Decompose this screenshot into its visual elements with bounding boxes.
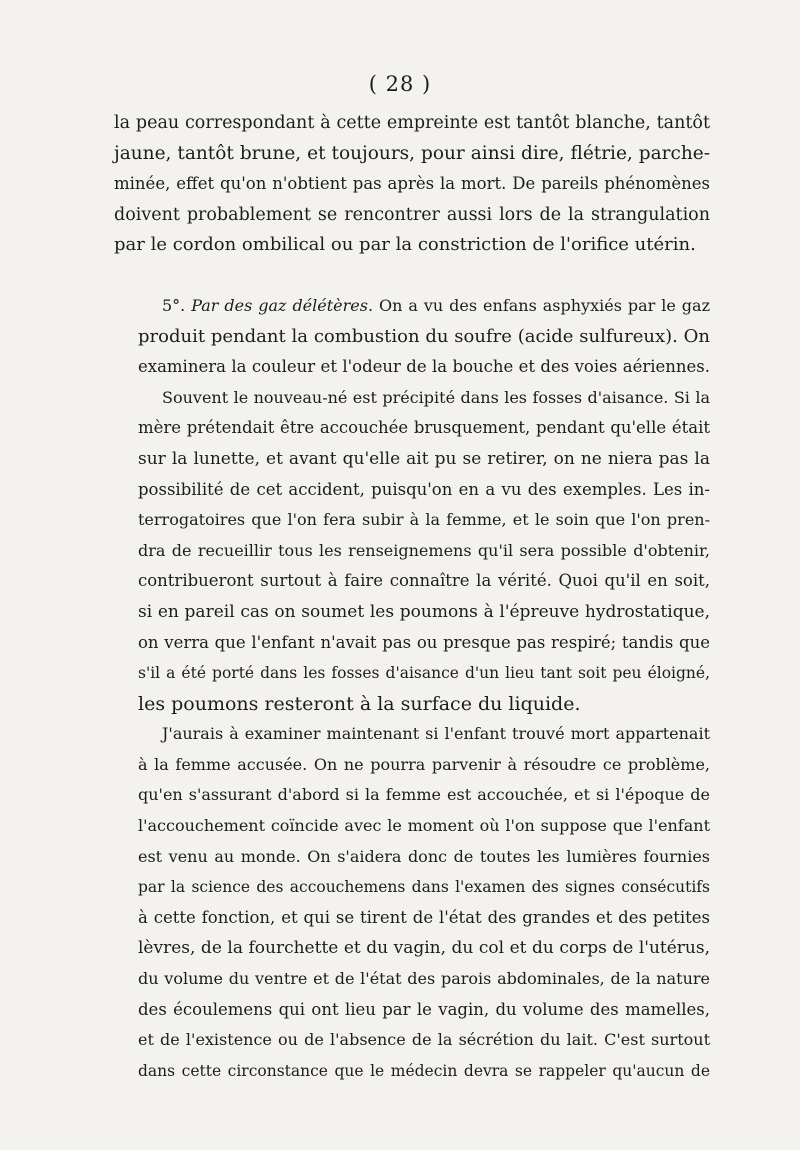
text-line (114, 291, 710, 322)
text-line: du volume du ventre et de l'état des parois abdominales, de la nature (138, 969, 710, 989)
text-line: sur la lunette, et avant qu'elle ait pu se retirer, on ne niera pas la (138, 448, 710, 469)
text-line: à la femme accusée. On ne pourra parvenir à résoudre ce problème, (138, 754, 710, 774)
text-line: produit pendant la combustion du soufre (acide sulfureux). On (138, 325, 710, 347)
text-line: doivent probablement se rencontrer aussi lors de la strangulation (114, 204, 710, 225)
text-line: Souvent le nouveau-né est précipité dans les fosses d'aisance. Si la (162, 387, 710, 407)
section-number: 5°. (162, 295, 186, 315)
text-line: la peau correspondant à cette empreinte est tantôt blanche, tantôt (114, 113, 710, 133)
page-number: ( 28 ) (368, 72, 432, 96)
text-line: est venu au monde. On s'aidera donc de toutes les lumières fournies (138, 846, 710, 866)
text-line: et de l'existence ou de l'absence de la sécrétion du lait. C'est surtout (138, 1030, 710, 1050)
text-line: minée, effet qu'on n'obtient pas après la mort. De pareils phénomènes (114, 174, 710, 194)
body-text (114, 108, 710, 1086)
text-line: qu'en s'assurant d'abord si la femme est accouchée, et si l'époque de (138, 785, 710, 805)
text-line: examinera la couleur et l'odeur de la bouche et des voies aériennes. (138, 357, 710, 377)
paragraph (114, 291, 710, 383)
text-line: des écoulemens qui ont lieu par le vagin, du volume des mamelles, (138, 999, 710, 1019)
text-line: jaune, tantôt brune, et toujours, pour ainsi dire, flétrie, parche- (114, 142, 710, 164)
text-line: dra de recueillir tous les renseignemens qu'il sera possible d'obtenir, (138, 540, 710, 560)
text-line: si en pareil cas on soumet les poumons à l'épreuve hydrostatique, (138, 601, 710, 622)
text-line: mère prétendait être accouchée brusquement, pendant qu'elle était (138, 418, 710, 438)
text-line: s'il a été porté dans les fosses d'aisance d'un lieu tant soit peu éloigné, (138, 664, 710, 683)
text-line: J'aurais à examiner maintenant si l'enfant trouvé mort appartenait (162, 724, 710, 744)
text-line: les poumons resteront à la surface du liquide. (138, 692, 581, 715)
text-line: terrogatoires que l'on fera subir à la femme, et le soin que l'on pren- (138, 510, 710, 530)
text-line: contribueront surtout à faire connaître la vérité. Quoi qu'il en soit, (138, 571, 710, 591)
section-heading: Par des gaz délétères. (191, 295, 374, 315)
paragraph (114, 719, 710, 1086)
text-line: à cette fonction, et qui se tirent de l'état des grandes et des petites (138, 907, 710, 927)
text-line: par la science des accouchemens dans l'examen des signes consécutifs (138, 878, 710, 897)
text-line: l'accouchement coïncide avec le moment où l'on suppose que l'enfant (138, 816, 710, 836)
text-fragment: On a vu des enfans asphyxiés par le gaz (373, 295, 710, 315)
text-line: dans cette circonstance que le médecin devra se rappeler qu'aucun de (138, 1061, 710, 1080)
text-line: par le cordon ombilical ou par la constriction de l'orifice utérin. (114, 234, 696, 256)
text-line: lèvres, de la fourchette et du vagin, du col et du corps de l'utérus, (138, 938, 710, 959)
text-line: on verra que l'enfant n'avait pas ou presque pas respiré; tandis que (138, 632, 710, 652)
paragraph (114, 108, 710, 261)
paragraph (114, 383, 710, 720)
text-line: possibilité de cet accident, puisqu'on en a vu des exemples. Les in- (138, 479, 710, 499)
